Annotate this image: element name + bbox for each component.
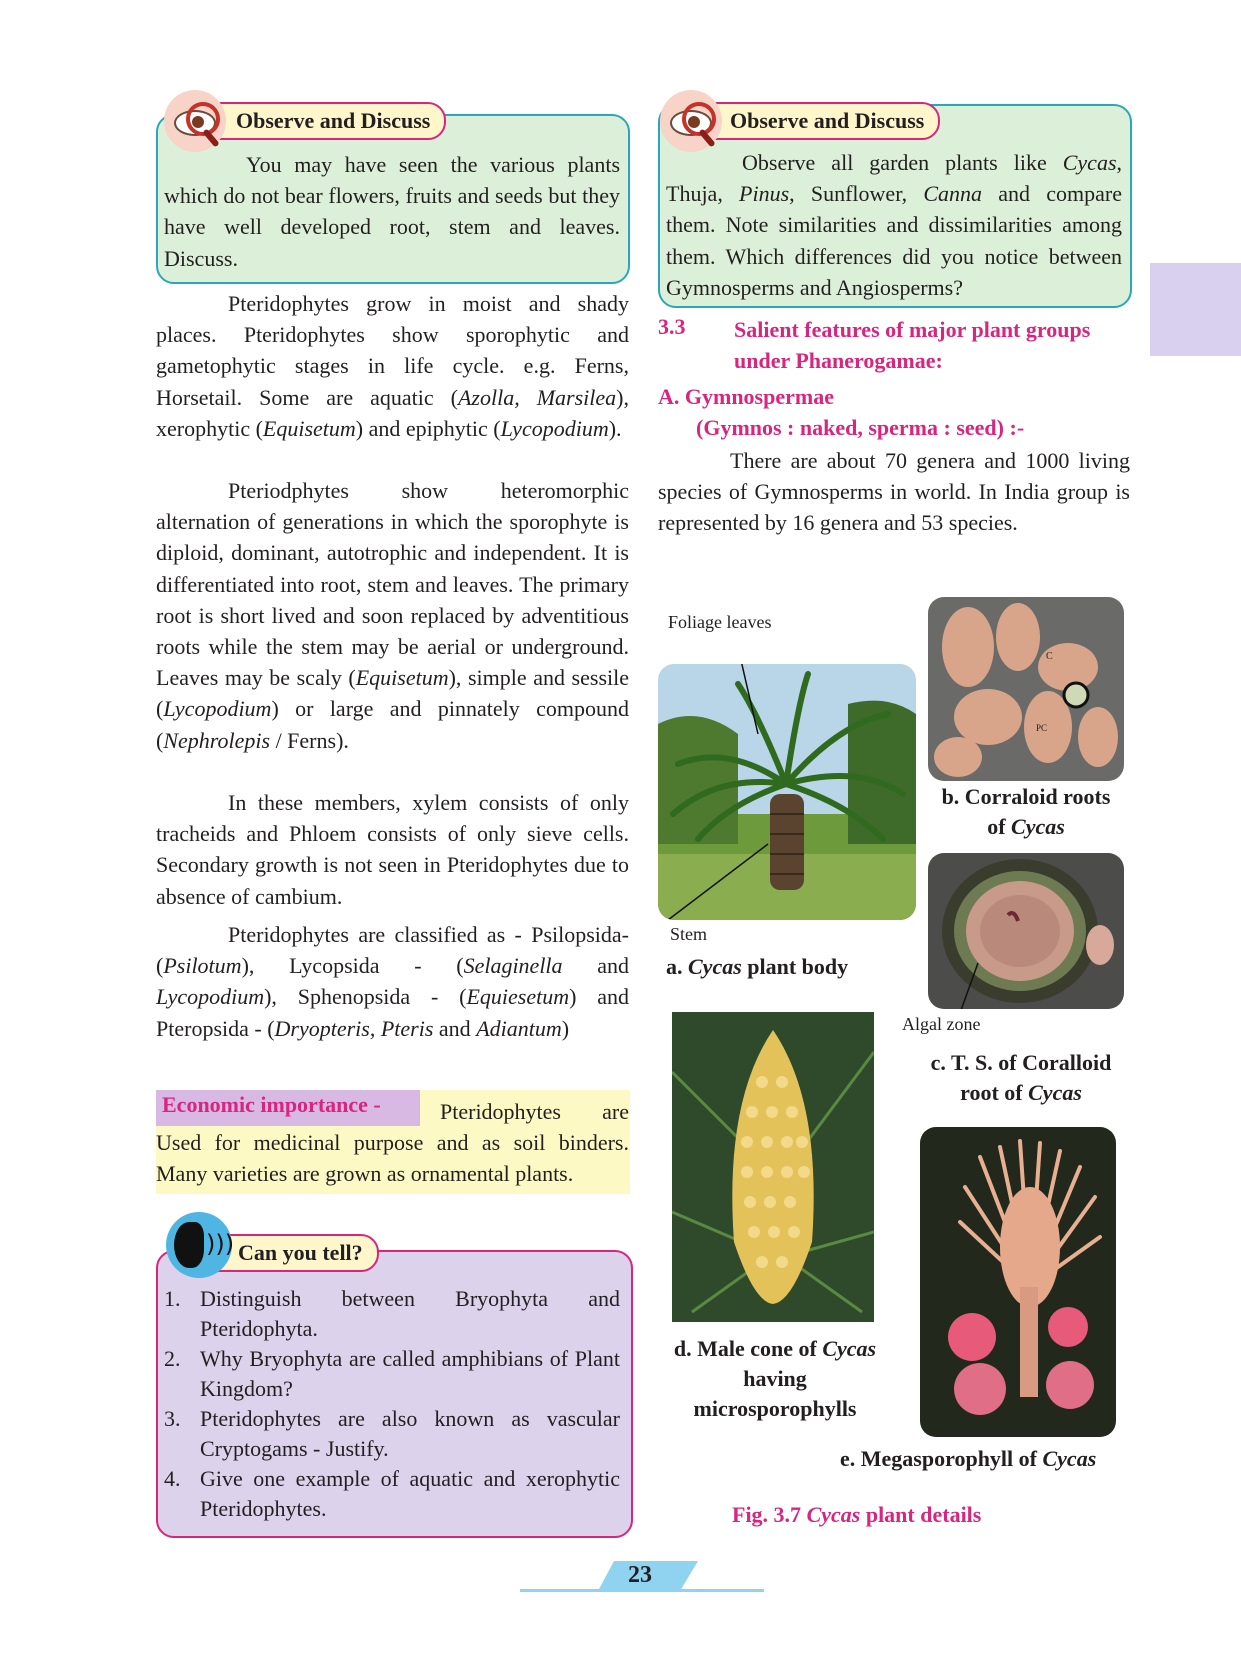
subsection-a-title: A. Gymnospermae [658, 384, 834, 409]
eye-magnifier-icon [164, 90, 226, 152]
photo-megasporophyll [920, 1127, 1116, 1437]
caption-e: e. Megasporophyll of Cycas [840, 1446, 1097, 1471]
observe-discuss-text-right: Observe all garden plants like Cycas, Thuja, Pinus, Sunflower, Canna and compare them. Note similarities and dissimilarities among them. Which differences did you notice between Gymnosperms and Angiosperms? [666, 150, 1122, 300]
economic-importance-text: Pteridophytes are Used for medicinal purpose and as soil binders. Many varieties are grown as ornamental plants. [156, 1099, 629, 1187]
caption-a: a. Cycas plant body [666, 954, 849, 979]
page-number: 23 [628, 1562, 652, 1588]
label-stem: Stem [670, 924, 708, 944]
left-paragraph-2: Pteriodphytes show heteromorphic alternation of generations in which the sporophyte is diploid, dominant, autotrophic and independent. It is differentiated into root, stem and leaves. The primary root is short lived and soon replaced by adventitious roots while the stem may be aerial or underground. Leaves may be scaly (Equisetum), simple and sessile (Lycopodium) or large and pinnately compound (Nephrolepis / Ferns). [156, 478, 629, 753]
figure-title: Fig. 3.7 Cycas plant details [732, 1502, 982, 1527]
caption-d: d. Male cone of Cycas having microsporophylls [673, 1336, 877, 1421]
observe-discuss-text-left: You may have seen the various plants which do not bear flowers, fruits and seeds but they have well developed root, stem and leaves. Discuss. [164, 152, 620, 271]
label-pc: PC [1036, 723, 1048, 733]
left-paragraph-3: In these members, xylem consists of only tracheids and Phloem consists of only sieve cells. Secondary growth is not seen in Pteridophytes due to absence of cambium. [156, 790, 629, 909]
can-you-tell-label: Can you tell? [190, 1234, 379, 1272]
caption-b: b. Corraloid roots of Cycas [941, 784, 1111, 839]
section-title: Salient features of major plant groups under Phanerogamae: [734, 317, 1091, 373]
observe-discuss-label-right: Observe and Discuss [668, 102, 940, 140]
economic-importance-label: Economic importance - [156, 1090, 420, 1126]
observe-discuss-label-left: Observe and Discuss [174, 102, 446, 140]
subsection-a-definition: (Gymnos : naked, sperma : seed) :- [696, 415, 1025, 440]
caption-c: c. T. S. of Coralloid root of Cycas [930, 1050, 1112, 1105]
can-you-tell-questions [158, 1284, 620, 1524]
label-foliage-leaves: Foliage leaves [668, 612, 772, 632]
gymnosperm-paragraph: There are about 70 genera and 1000 living species of Gymnosperms in world. In India group is represented by 16 genera and 53 species. [658, 448, 1130, 536]
photo-corraloid-roots [928, 597, 1124, 781]
label-algal-zone: Algal zone [902, 1014, 981, 1034]
question-item: 2. Why Bryophyta are called amphibians of Plant Kingdom? [164, 1346, 620, 1401]
photo-male-cone [672, 1012, 874, 1322]
eye-magnifier-icon [660, 90, 722, 152]
photo-ts-coralloid-root [928, 853, 1124, 1009]
label-c: C [1046, 651, 1053, 662]
question-item: 4. Give one example of aquatic and xerophytic Pteridophytes. [164, 1466, 620, 1521]
question-item: 1. Distinguish between Bryophyta and Pteridophyta. [164, 1286, 620, 1341]
left-paragraph-4: Pteridophytes are classified as - Psilopsida- (Psilotum), Lycopsida - (Selaginella and Lycopodium), Sphenopsida - (Equiesetum) and Pteropsida - (Dryopteris, Pteris and Adiantum) [156, 922, 630, 1041]
question-item: 3. Pteridophytes are also known as vascular Cryptogams - Justify. [164, 1406, 620, 1461]
section-number: 3.3 [658, 314, 686, 339]
left-paragraph-1: Pteridophytes grow in moist and shady places. Pteridophytes show sporophytic and gametophytic stages in life cycle. e.g. Ferns, Horsetail. Some are aquatic (Azolla, Marsilea), xerophytic (Equisetum) and epiphytic (Lycopodium). [156, 291, 629, 441]
speaking-head-icon: ))) [166, 1212, 232, 1278]
edge-tab [1150, 263, 1241, 356]
photo-cycas-plant-body [658, 664, 916, 920]
